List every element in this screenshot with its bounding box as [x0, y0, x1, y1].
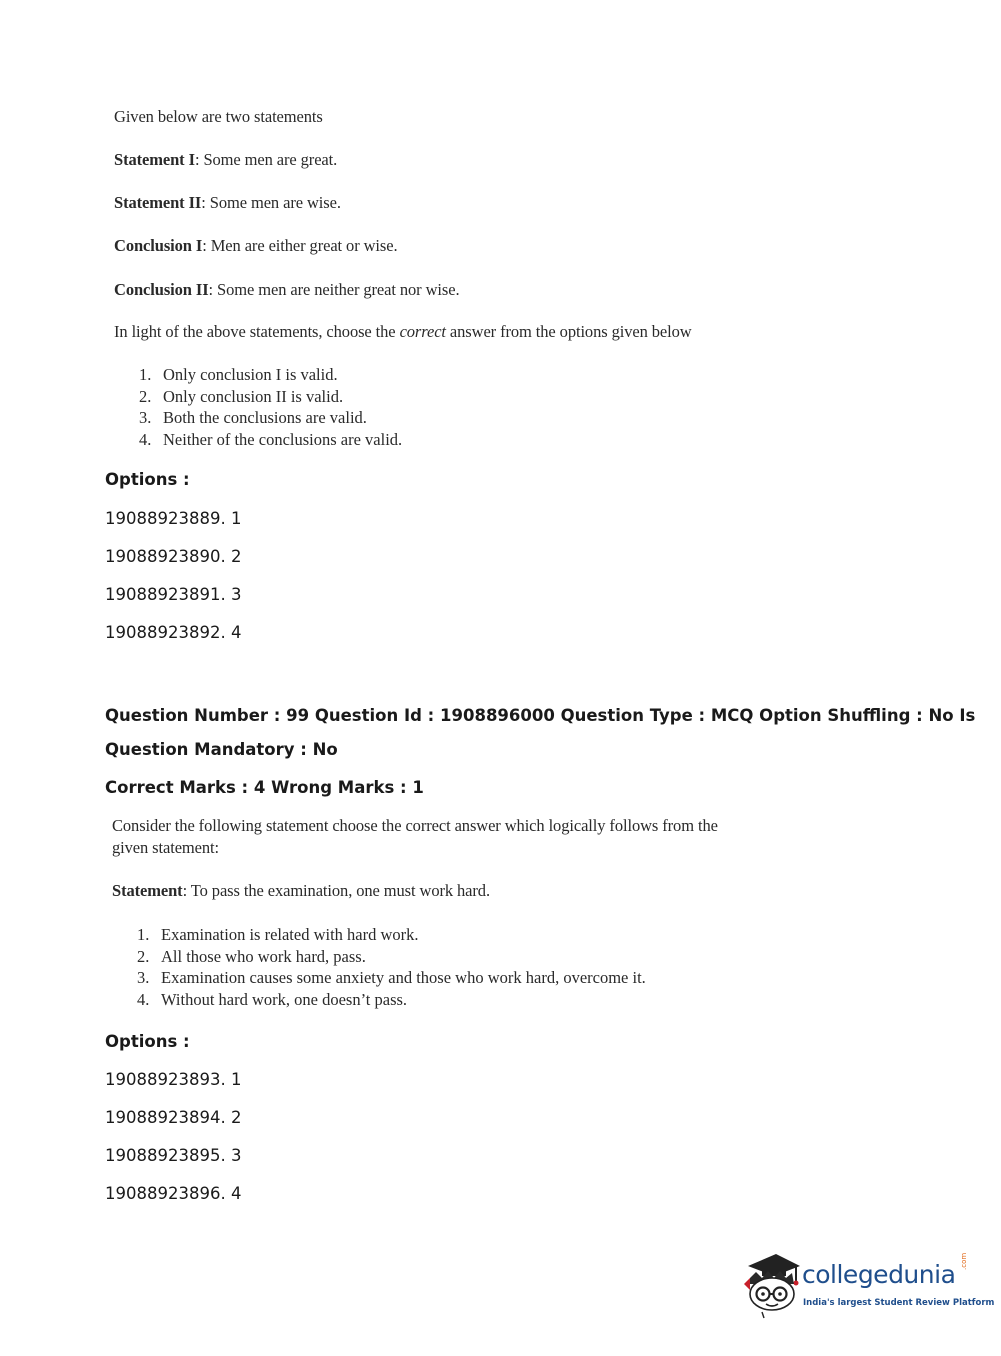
- q99-option-3: 19088923895. 3: [105, 1146, 242, 1165]
- q99-option-2: 19088923894. 2: [105, 1108, 242, 1127]
- q98-statement-1-text: : Some men are great.: [194, 150, 338, 169]
- choice-number: 1.: [139, 365, 152, 384]
- q98-intro: Given below are two statements: [114, 107, 323, 126]
- q99-statement-text: : To pass the examination, one must work hard.: [182, 881, 490, 900]
- choice-text: Examination causes some anxiety and those who work hard, overcome it.: [161, 968, 646, 987]
- choice-text: All those who work hard, pass.: [161, 946, 366, 966]
- choice-number: 3.: [139, 408, 152, 427]
- choice-number: 1.: [137, 925, 150, 944]
- choice-number: 2.: [139, 386, 152, 406]
- q98-statement-1: [114, 150, 337, 170]
- q98-statement-2: [114, 193, 341, 213]
- q98-instruction-pre: In light of the above statements, choose the: [114, 322, 400, 341]
- choice-text: Only conclusion II is valid.: [163, 386, 344, 406]
- q99-option-1: 19088923893. 1: [105, 1070, 242, 1089]
- list-item: [139, 407, 402, 429]
- choice-number: 4.: [137, 989, 150, 1009]
- q99-choice-list: [137, 924, 646, 1010]
- q98-choice-list: [139, 364, 402, 450]
- choice-text: Both the conclusions are valid.: [163, 408, 367, 427]
- choice-text: Examination is related with hard work.: [161, 925, 419, 944]
- q98-conclusion-2: [114, 280, 459, 300]
- list-item: [137, 924, 646, 946]
- q98-conclusion-1-text: : Men are either great or wise.: [202, 236, 398, 255]
- logo-tagline: India's largest Student Review Platform: [803, 1298, 995, 1308]
- q98-conclusion-2-label: Conclusion II: [114, 280, 209, 299]
- q98-conclusion-1: [114, 236, 398, 256]
- list-item: [137, 967, 646, 989]
- choice-text: Neither of the conclusions are valid.: [163, 429, 403, 449]
- list-item: [139, 386, 402, 408]
- q98-statement-2-text: : Some men are wise.: [201, 193, 341, 212]
- q98-instruction-post: answer from the options given below: [445, 322, 692, 341]
- q98-instruction: [114, 322, 692, 342]
- q98-conclusion-2-text: : Some men are neither great nor wise.: [208, 280, 460, 299]
- q98-statement-2-label: Statement II: [114, 193, 202, 212]
- choice-number: 4.: [139, 429, 152, 449]
- list-item: [137, 989, 646, 1011]
- q98-option-4: 19088923892. 4: [105, 623, 242, 642]
- list-item: [139, 429, 402, 451]
- q99-statement: [112, 881, 490, 901]
- q98-option-1: 19088923889. 1: [105, 509, 242, 528]
- list-item: [139, 364, 402, 386]
- list-item: [137, 946, 646, 968]
- q99-option-4: 19088923896. 4: [105, 1184, 242, 1203]
- q99-options-heading: Options :: [105, 1032, 190, 1051]
- q99-marks: Correct Marks : 4 Wrong Marks : 1: [105, 778, 424, 797]
- collegedunia-logo: [742, 1250, 995, 1320]
- q98-options-heading: Options :: [105, 470, 190, 489]
- choice-number: 3.: [137, 968, 150, 987]
- q98-instruction-emphasis: correct: [399, 322, 446, 341]
- q98-conclusion-1-label: Conclusion I: [114, 236, 203, 255]
- q99-intro: Consider the following statement choose the correct answer which logically follows from the given statement:: [112, 816, 718, 857]
- q98-option-3: 19088923891. 3: [105, 585, 242, 604]
- q98-statement-1-label: Statement I: [114, 150, 195, 169]
- q99-meta-line-1: Question Number : 99 Question Id : 1908896000 Question Type : MCQ Option Shuffling : No Is: [105, 706, 976, 725]
- q99-statement-label: Statement: [112, 881, 183, 900]
- graduate-mascot-icon: [742, 1250, 804, 1320]
- choice-text: Without hard work, one doesn’t pass.: [161, 989, 408, 1009]
- choice-text: Only conclusion I is valid.: [163, 365, 338, 384]
- q98-option-2: 19088923890. 2: [105, 547, 242, 566]
- logo-wordmark: collegedunia: [802, 1260, 956, 1289]
- choice-number: 2.: [137, 946, 150, 966]
- q99-meta-line-2: Question Mandatory : No: [105, 740, 338, 759]
- logo-com-suffix: .com: [960, 1252, 968, 1270]
